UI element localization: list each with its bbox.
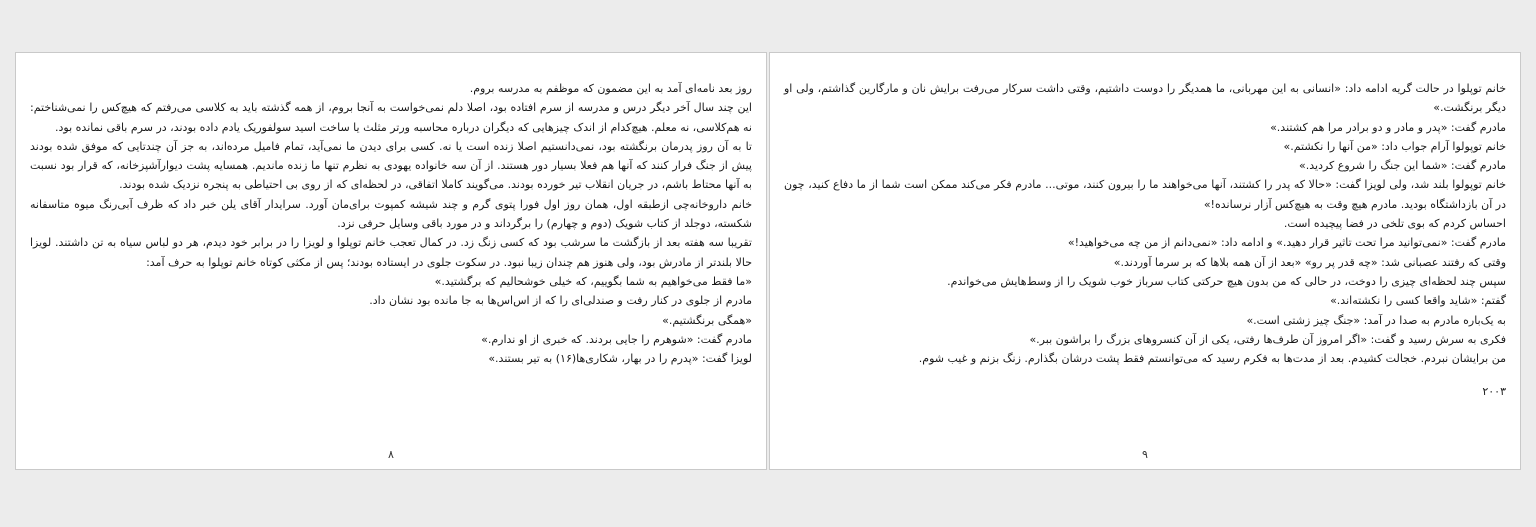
page-number: ۹ [1142,448,1148,461]
paragraph: گفتم: «شاید واقعا کسی را نکشته‌اند.» [1330,294,1506,308]
page-number: ۸ [388,448,394,461]
paragraph: وقتی که رفتند عصبانی شد: «چه قدر پر رو» «بعد از آن همه بلاها که بر سرما آوردند.» [1113,255,1506,269]
paragraph: خانم توپولوا بلند شد، ولی لویزا گفت: «حالا که پدر را کشتند، آنها می‌خواهند ما را بیرون کنند، موتی... مادرم فکر می‌کند ممکن است شما از ما دفاع کنید، چون در آن بازداشتگاه بودید. مادرم هیچ وقت به هیچ‌کس آزار نرسانده!» [784,178,1506,211]
paragraph: خانم توپلوا در حالت گریه ادامه داد: «انسانی به این مهربانی، ما همدیگر را دوست داشتیم، وقتی داشت سرکار می‌رفت برایش نان و مارگارین گذاشتم، ولی او دیگر برنگشت.» [784,82,1506,115]
paragraph: لویزا گفت: «پدرم را در بهار، شکاری‌ها(۱۶) به تیر بستند.» [488,352,752,366]
paragraph: «ما فقط می‌خواهیم به شما بگوییم، که خیلی خوشحالیم که برگشتید.» [434,274,752,288]
paragraph: احساس کردم که بوی تلخی در فضا پیچیده است. [1283,217,1506,231]
paragraph: تقریبا سه هفته بعد از بازگشت ما سرشب بود که کسی زنگ زد. در کمال تعجب خانم توپلوا و لویزا را در برابر خود دیدم، هر دو لباس سیاه به تن داشتند. لویزا حالا بلندتر از مادرش بود، ولی هنوز هم چندان زیبا نبود. در سکوت جلوی در ایستاده بودند؛ پس از مکثی کوتاه خانم توپلوا به حرف آمد: [30,236,752,269]
right-page [769,52,1521,470]
left-page [15,52,767,470]
paragraph: تا به آن روز پدرمان برنگشته بود، نمی‌دانستیم اصلا زنده است یا نه. کسی برای دیدن ما نمی‌آید، تمام فامیل مرده‌اند، به جز آن چندتایی که موفق شده بودند پیش از جنگ فرار کنند که آنها هم فعلا بسیار دور هستند. از آن سه خانواده یهودی به نظرم تنها ما زنده ماندیم. همسایه پشت دیوارآشپزخانه، که قرار بود نسبت به آنها محتاط باشم، در جریان انقلاب تیر خورده بودند. می‌گویند کاملا اتفاقی، در لحظه‌ای که از روی بی احتیاطی به پنجره نزدیک شده بودند. [30,139,752,192]
year-signature: ۲۰۰۳ [1482,385,1506,399]
paragraph: به یک‌باره مادرم به صدا در آمد: «جنگ چیز زشتی است.» [1246,313,1506,327]
paragraph: من برایشان نبردم. خجالت کشیدم. بعد از مدت‌ها به فکرم رسید که می‌توانستم فقط پشت درشان بگذارم. زنگ بزنم و غیب شوم. [918,352,1506,366]
paragraph: مادرم گفت: «نمی‌توانید مرا تحت تاثیر قرار دهید.» و ادامه داد: «نمی‌دانم از من چه می‌خواهید!» [1067,236,1506,250]
paragraph: خانم توپولوا آرام جواب داد: «من آنها را نکشتم.» [1283,139,1506,153]
paragraph: «همگی برنگشتیم.» [662,313,752,327]
paragraph: مادرم از جلوی در کنار رفت و صندلی‌ای را که از اس‌اس‌ها به جا مانده بود نشان داد. [369,294,752,308]
paragraph: مادرم گفت: «پدر و مادر و دو برادر مرا هم کشتند.» [1270,120,1506,134]
paragraph: خانم داروخانه‌چی ازطبقه اول، همان روز اول فورا پتوی گرم و چند شیشه کمپوت برای‌مان آورد. سرایدار آقای یلن خبر داد که ظرف آبی‌رنگ میوه متاسفانه شکسته، دوجلد از کتاب شویک (دوم و چهارم) را برگرداند و در مورد باقی وسایل حرفی نزد. [30,197,752,231]
left-page-text [30,79,752,368]
paragraph: روز بعد نامه‌ای آمد به این مضمون که موظفم به مدرسه بروم. [469,82,752,95]
paragraph: فکری به سرش رسید و گفت: «اگر امروز آن طرف‌ها رفتی، یکی از آن کنسروهای بزرگ را براشون ببر.» [1029,332,1506,346]
paragraph: مادرم گفت: «شوهرم را جایی بردند. که خبری از او ندارم.» [481,332,752,346]
paragraph: سپس چند لحظه‌ای چیزی را دوخت، در حالی که من بدون هیچ حرکتی کتاب سرباز خوب شویک را از وسط‌هایش می‌خواندم. [947,274,1506,288]
paragraph: این چند سال آخر دیگر درس و مدرسه از سرم افتاده بود، اصلا دلم نمی‌خواست به آنجا بروم، از همه گذشته باید به کلاسی می‌رفتم که هیچ‌کس را نمی‌شناختم: نه هم‌کلاسی، نه معلم. هیچ‌کدام از اندک چیزهایی که دیگران درباره محاسبه ورتر مثلث یا ساخت اسید سولفوریک یادم داده بودند، در سرم باقی نمانده بود. [30,101,752,134]
paragraph: مادرم گفت: «شما این جنگ را شروع کردید.» [1299,159,1506,173]
right-page-text [784,79,1506,402]
